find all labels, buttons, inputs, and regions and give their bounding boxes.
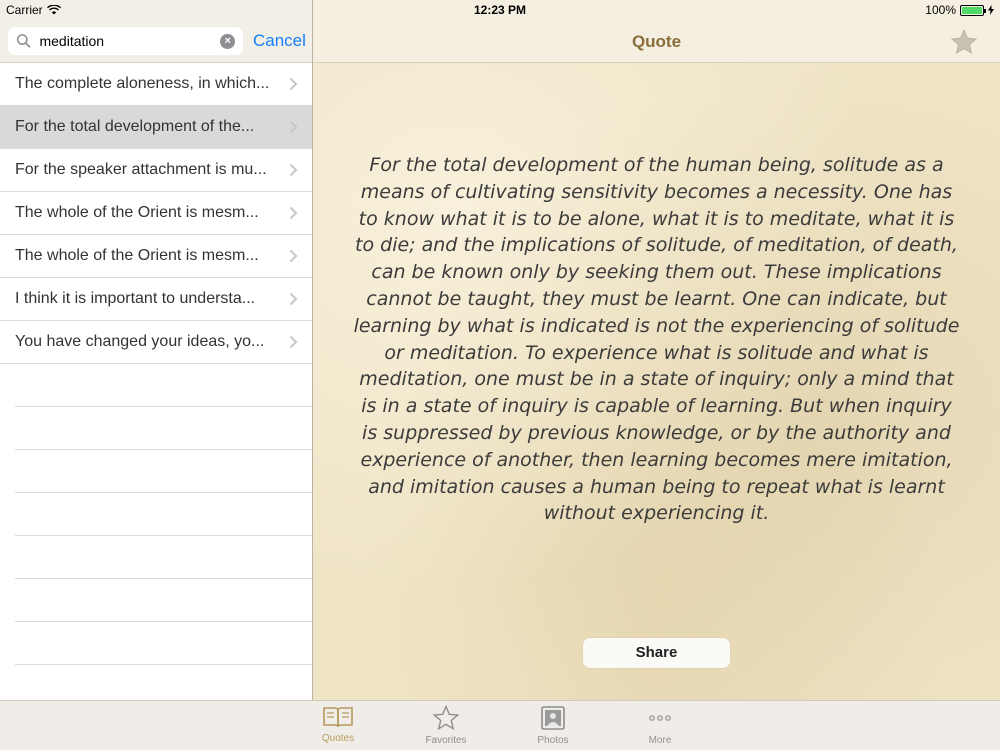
quote-detail — [313, 0, 1000, 700]
status-time: 12:23 PM — [473, 3, 527, 17]
quote-list — [0, 63, 312, 708]
list-item[interactable] — [0, 192, 312, 235]
share-button[interactable]: Share — [583, 638, 730, 668]
charging-icon — [988, 5, 994, 15]
list-item-text: The whole of the Orient is mesm... — [15, 247, 259, 264]
clear-search-icon[interactable]: × — [220, 34, 235, 49]
status-bar — [0, 0, 1000, 20]
list-item-text: The whole of the Orient is mesm... — [15, 204, 259, 221]
search-input[interactable] — [39, 33, 220, 49]
empty-row — [15, 450, 312, 493]
star-icon — [432, 705, 460, 731]
list-item[interactable] — [0, 149, 312, 192]
wifi-icon — [47, 5, 61, 15]
list-item-text: For the speaker attachment is mu... — [15, 161, 267, 178]
list-item-text: You have changed your ideas, yo... — [15, 333, 265, 350]
chevron-right-icon — [289, 249, 298, 263]
tab-label: Quotes — [321, 733, 355, 744]
battery-percent: 100% — [925, 3, 956, 17]
search-icon — [16, 33, 31, 49]
empty-row — [15, 579, 312, 622]
tab-label: Favorites — [425, 735, 467, 746]
more-icon — [646, 705, 674, 731]
tab-more[interactable] — [620, 705, 700, 746]
status-left — [6, 3, 61, 17]
list-item[interactable] — [0, 63, 312, 106]
search-bar[interactable] — [8, 27, 243, 55]
list-item-selected[interactable] — [0, 106, 312, 149]
status-right — [925, 3, 994, 17]
chevron-right-icon — [289, 163, 298, 177]
tab-bar — [0, 700, 1000, 750]
chevron-right-icon — [289, 335, 298, 349]
chevron-right-icon — [289, 292, 298, 306]
chevron-right-icon — [289, 77, 298, 91]
list-item[interactable] — [0, 278, 312, 321]
tab-favorites[interactable] — [406, 705, 486, 746]
empty-row — [15, 493, 312, 536]
tab-quotes[interactable] — [298, 705, 378, 744]
list-item-text: For the total development of the... — [15, 118, 255, 135]
empty-row — [15, 536, 312, 579]
chevron-right-icon — [289, 206, 298, 220]
page-title: Quote — [631, 32, 682, 51]
empty-row — [15, 364, 312, 407]
empty-row — [15, 407, 312, 450]
list-item[interactable] — [0, 321, 312, 364]
quote-text: For the total development of the human being, solitude as a means of cultivating sensitivity becomes a necessity. One has to know what it is to be alone, what it is to meditate, what it is to die; and the implications of solitude, of meditation, of death, can be known only by seeking them out. These implications cannot be taught, they must be learnt. One can indicate, but learning by what is indicated is not the experiencing of solitude or meditation. To experience what is solitude and what is meditation, one must be in a state of inquiry; only a mind that is in a state of inquiry is capable of learning. But when inquiry is suppressed by previous knowledge, or by the authority and experience of another, then learning becomes mere imitation, and imitation causes a human being to repeat what is learnt without experiencing it. — [353, 154, 960, 525]
battery-icon — [960, 5, 984, 16]
photos-icon — [540, 705, 566, 731]
tab-label: More — [648, 735, 672, 746]
sidebar — [0, 0, 313, 750]
carrier-label: Carrier — [6, 3, 43, 17]
favorite-star-icon[interactable] — [950, 28, 978, 56]
list-item-text: I think it is important to understa... — [15, 290, 256, 307]
book-icon — [322, 705, 354, 729]
chevron-right-icon — [289, 120, 298, 134]
tab-photos[interactable] — [513, 705, 593, 746]
tab-label: Photos — [537, 735, 569, 746]
list-item-text: The complete aloneness, in which... — [15, 75, 270, 92]
cancel-button[interactable]: Cancel — [253, 31, 306, 50]
list-item[interactable] — [0, 235, 312, 278]
empty-row — [15, 622, 312, 665]
